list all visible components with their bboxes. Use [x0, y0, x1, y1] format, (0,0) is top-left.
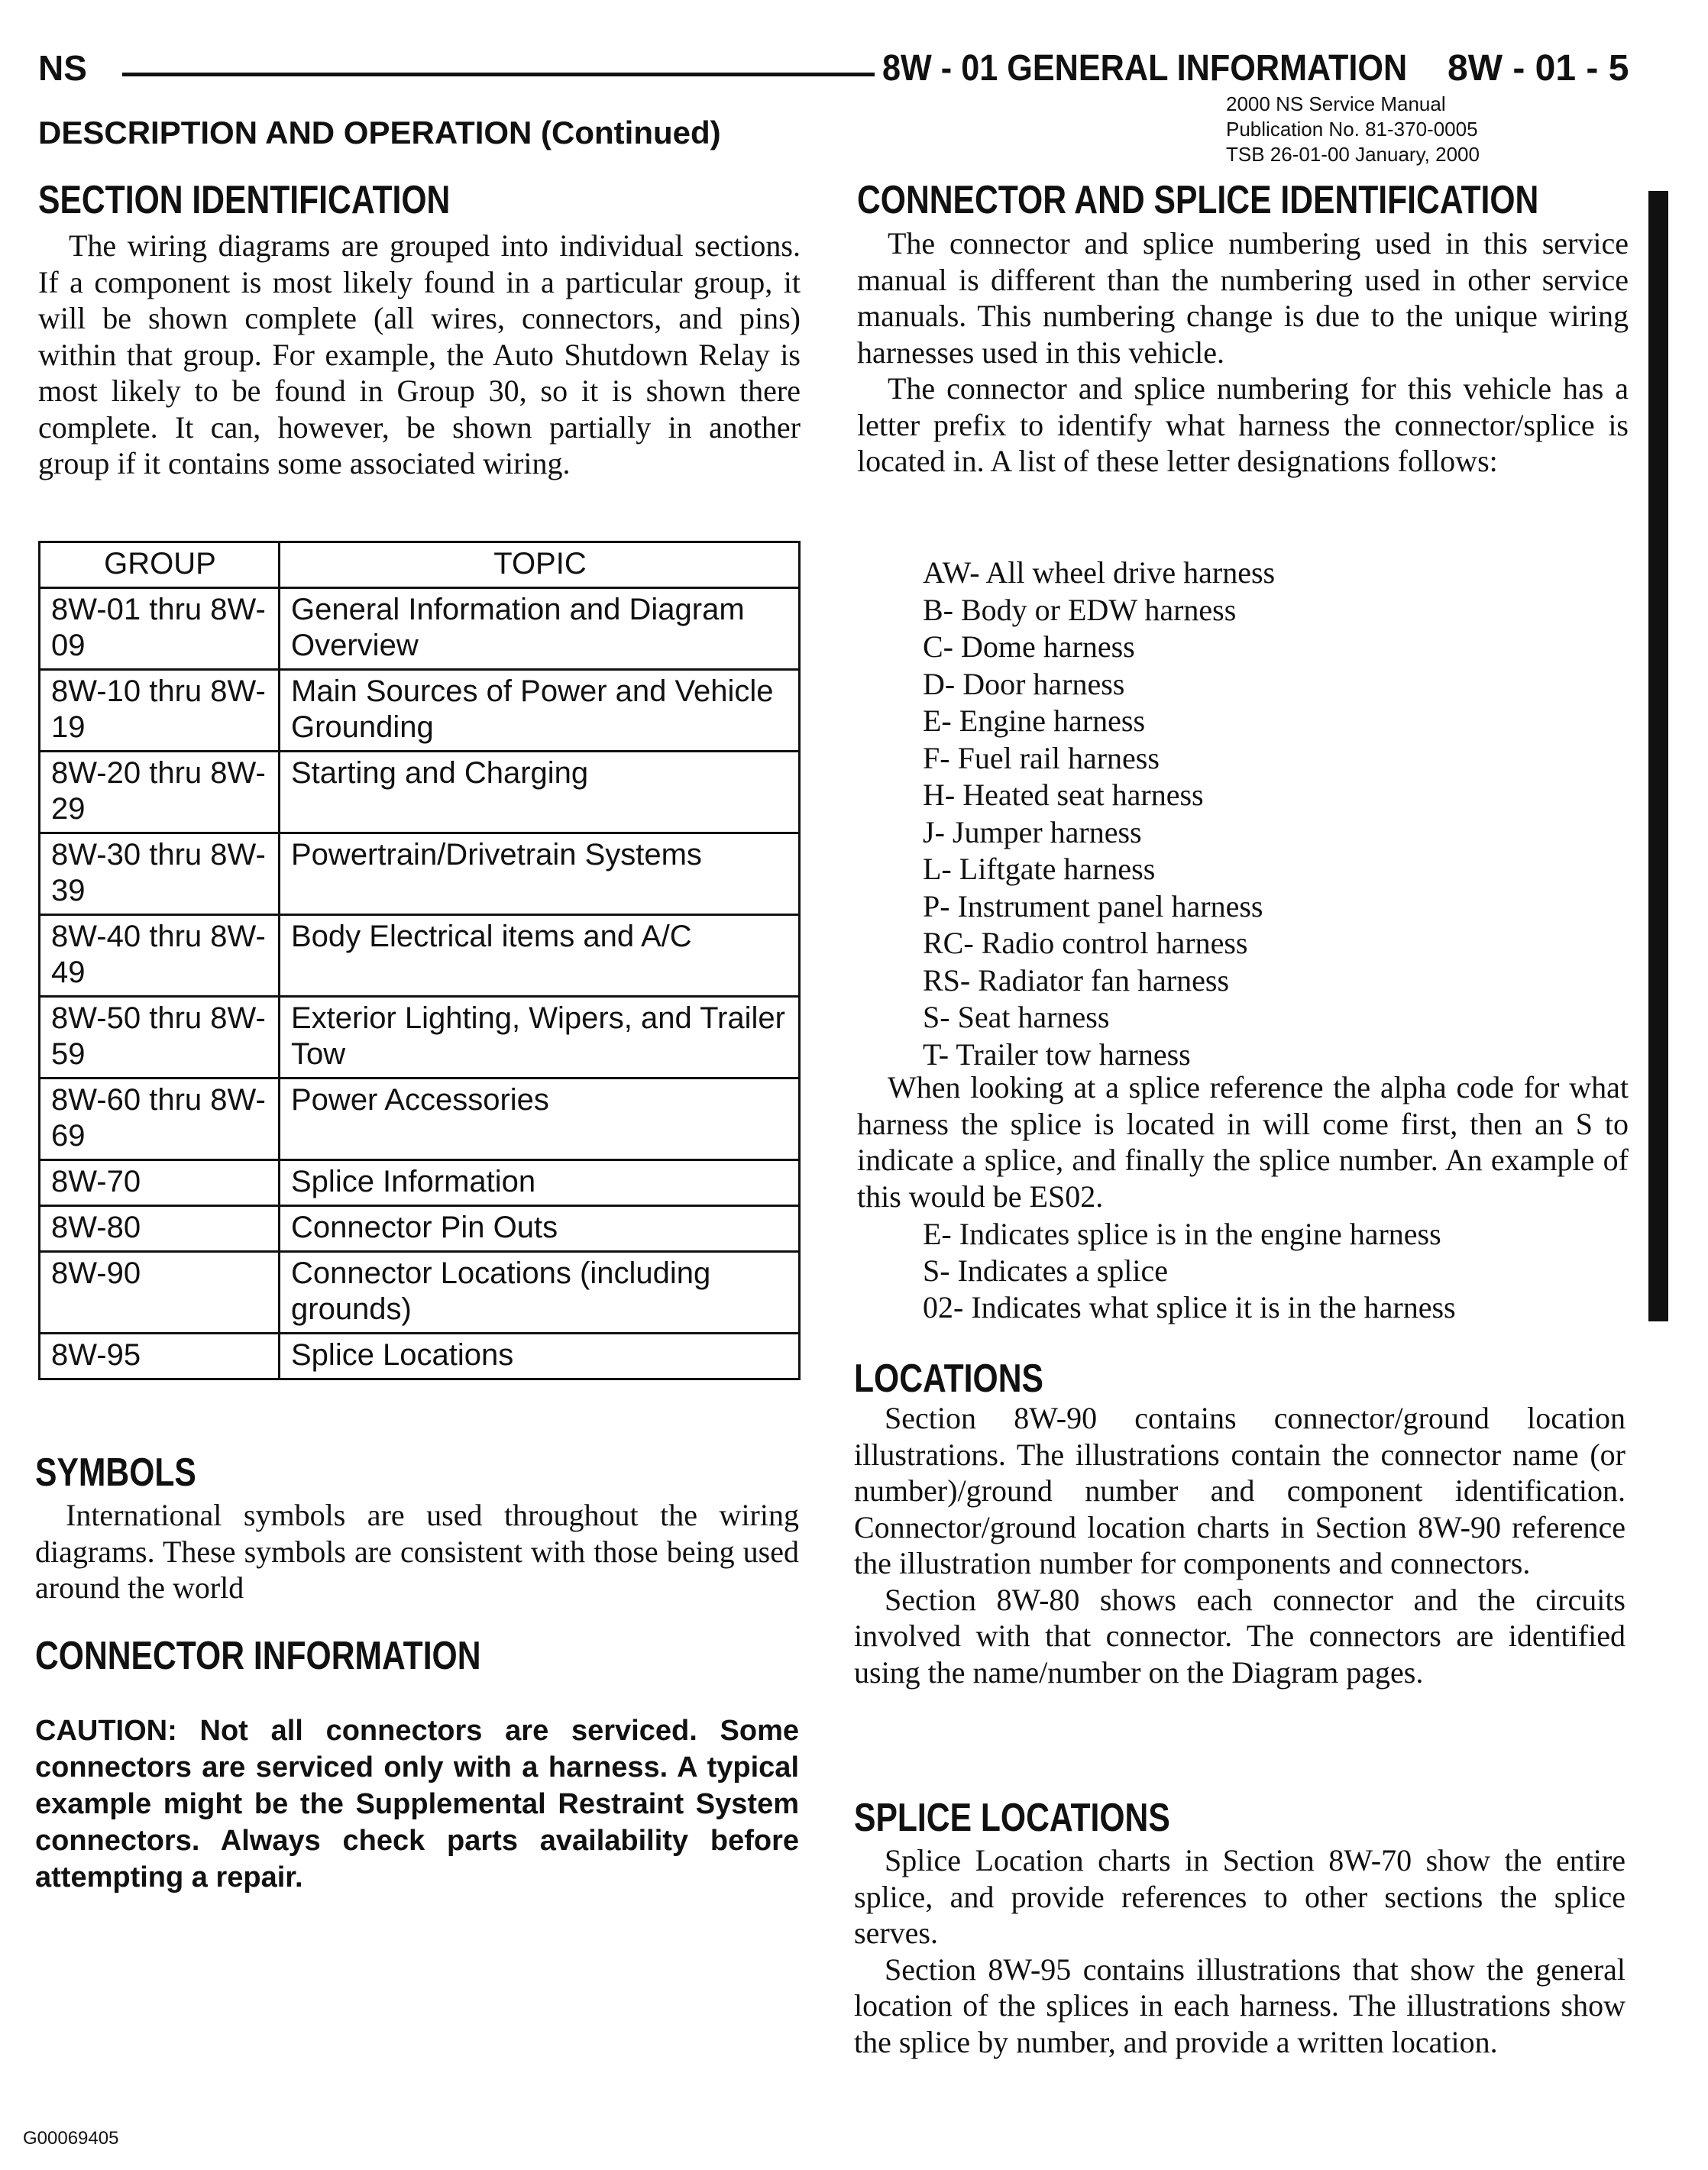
table-row [40, 588, 800, 670]
table-row [40, 1252, 800, 1334]
topic-cell: General Information and Diagram Overview [280, 588, 800, 670]
splice-example-item: S- Indicates a splice [923, 1253, 1168, 1288]
section-identification-text [38, 228, 801, 482]
topic-cell: Exterior Lighting, Wipers, and Trailer Tow [280, 997, 800, 1079]
table-body [40, 588, 800, 1379]
paragraph: Section 8W-80 shows each connector and the circuits involved with that connector. The connectors are identified using the name/number on the Diagram pages. [854, 1582, 1626, 1690]
harness-letter-item: RC- Radio control harness [923, 926, 1248, 960]
table-row [40, 1206, 800, 1252]
connector-information-title: CONNECTOR INFORMATION [35, 1634, 481, 1678]
table-row [40, 1334, 800, 1379]
group-cell: 8W-10 thru 8W-19 [40, 670, 280, 752]
paragraph: The connector and splice numbering for this vehicle has a letter prefix to identify what harness the connector/splice is located in. A list of these letter designations follows: [857, 371, 1629, 478]
group-cell: 8W-01 thru 8W-09 [40, 588, 280, 670]
topic-cell: Body Electrical items and A/C [280, 915, 800, 997]
group-cell: 8W-95 [40, 1334, 280, 1379]
header-left-code: NS [38, 48, 87, 88]
table-row [40, 1160, 800, 1206]
group-cell: 8W-30 thru 8W-39 [40, 833, 280, 915]
group-cell: 8W-80 [40, 1206, 280, 1252]
paragraph: The wiring diagrams are grouped into individual sections. If a component is most likely found in a particular group, it will be shown complete (all wires, connectors, and pins) within that group. For example, the Auto Shutdown Relay is most likely to be found in Group 30, so it is shown there complete. It can, however, be shown partially in another group if it contains some associated wiring. [38, 228, 801, 480]
harness-letter-item: B- Body or EDW harness [923, 592, 1237, 627]
harness-letter-item: T- Trailer tow harness [923, 1036, 1191, 1072]
harness-letter-item: D- Door harness [923, 666, 1125, 701]
harness-letter-item: AW- All wheel drive harness [923, 555, 1276, 590]
table-row [40, 833, 800, 915]
column-header-topic: TOPIC [280, 542, 800, 588]
table-row [40, 670, 800, 752]
harness-letter-item: J- Jumper harness [923, 814, 1142, 849]
section-tab-bar [1648, 191, 1668, 1321]
splice-example-item: 02- Indicates what splice it is in the harness [923, 1290, 1456, 1324]
harness-letter-item: F- Fuel rail harness [923, 740, 1160, 775]
splice-example-list [923, 1216, 1456, 1326]
splice-locations-title: SPLICE LOCATIONS [854, 1796, 1170, 1840]
group-cell: 8W-70 [40, 1160, 280, 1206]
connector-splice-id-title: CONNECTOR AND SPLICE IDENTIFICATION [857, 178, 1539, 222]
harness-letter-item: C- Dome harness [923, 629, 1135, 664]
harness-letter-item: L- Liftgate harness [923, 852, 1156, 886]
harness-letter-item: P- Instrument panel harness [923, 888, 1263, 923]
topic-cell: Splice Information [280, 1160, 800, 1206]
table-row [40, 1079, 800, 1160]
paragraph: Section 8W-90 contains connector/ground location illustrations. The illustrations contain the connector name (or number)/ground number and component identification. Connector/ground location charts in Section 8W-90 reference the illustration number for components and connectors. [854, 1401, 1626, 1580]
harness-letter-item: S- Seat harness [923, 1000, 1110, 1034]
group-cell: 8W-40 thru 8W-49 [40, 915, 280, 997]
manual-line: Publication No. 81-370-0005 [1226, 118, 1478, 141]
splice-reference-text [857, 1069, 1629, 1214]
topic-cell: Main Sources of Power and Vehicle Grounding [280, 670, 800, 752]
harness-letter-item: H- Heated seat harness [923, 778, 1204, 812]
harness-letter-item: E- Engine harness [923, 703, 1146, 738]
symbols-text [35, 1497, 799, 1606]
paragraph: International symbols are used throughout the wiring diagrams. These symbols are consistent with those being used around the world [35, 1498, 799, 1605]
group-cell: 8W-60 thru 8W-69 [40, 1079, 280, 1160]
topic-cell: Power Accessories [280, 1079, 800, 1160]
section-identification-title: SECTION IDENTIFICATION [38, 178, 451, 222]
group-cell: 8W-90 [40, 1252, 280, 1334]
locations-title: LOCATIONS [854, 1357, 1043, 1401]
figure-code: G00069405 [23, 2128, 119, 2149]
topic-cell: Connector Pin Outs [280, 1206, 800, 1252]
manual-info [1226, 92, 1480, 167]
connector-splice-id-text [857, 225, 1629, 480]
paragraph: Section 8W-95 contains illustrations that show the general location of the splices in each harness. The illustrations show the splice by number, and provide a written location. [854, 1952, 1626, 2059]
group-table [38, 541, 801, 1380]
description-heading: DESCRIPTION AND OPERATION (Continued) [38, 115, 721, 150]
group-cell: 8W-50 thru 8W-59 [40, 997, 280, 1079]
harness-letter-list [923, 555, 1275, 1073]
paragraph: The connector and splice numbering used in this service manual is different than the numbering used in other service manuals. This numbering change is due to the unique wiring harnesses used in this vehicle. [857, 226, 1629, 370]
manual-line: 2000 NS Service Manual [1226, 92, 1446, 115]
topic-cell: Starting and Charging [280, 752, 800, 833]
locations-text [854, 1400, 1626, 1690]
paragraph: Splice Location charts in Section 8W-70 show the entire splice, and provide references to other sections the splice serves. [854, 1843, 1626, 1950]
table-row [40, 752, 800, 833]
table-header-row [40, 542, 800, 588]
harness-letter-item: RS- Radiator fan harness [923, 962, 1230, 998]
table-row [40, 915, 800, 997]
table-row [40, 997, 800, 1079]
page-number: 8W - 01 - 5 [1448, 48, 1629, 89]
header-rule [122, 73, 875, 76]
manual-line: TSB 26-01-00 January, 2000 [1226, 143, 1480, 166]
topic-cell: Splice Locations [280, 1334, 800, 1379]
symbols-title: SYMBOLS [35, 1450, 196, 1495]
paragraph: When looking at a splice reference the alpha code for what harness the splice is located in will come first, then an S to indicate a splice, and finally the splice number. An example of this would be ES02. [857, 1070, 1629, 1214]
column-header-group: GROUP [40, 542, 280, 588]
group-cell: 8W-20 thru 8W-29 [40, 752, 280, 833]
splice-locations-text [854, 1842, 1626, 2060]
splice-example-item: E- Indicates splice is in the engine harness [923, 1217, 1441, 1251]
header-title: 8W - 01 GENERAL INFORMATION [882, 48, 1408, 89]
caution-note: CAUTION: Not all connectors are serviced. Some connectors are serviced only with a harness. A typical example might be the Supplemental Restraint System connectors. Always check parts availability before attempting a repair. [35, 1715, 799, 1893]
topic-cell: Powertrain/Drivetrain Systems [280, 833, 800, 915]
topic-cell: Connector Locations (including grounds) [280, 1252, 800, 1334]
